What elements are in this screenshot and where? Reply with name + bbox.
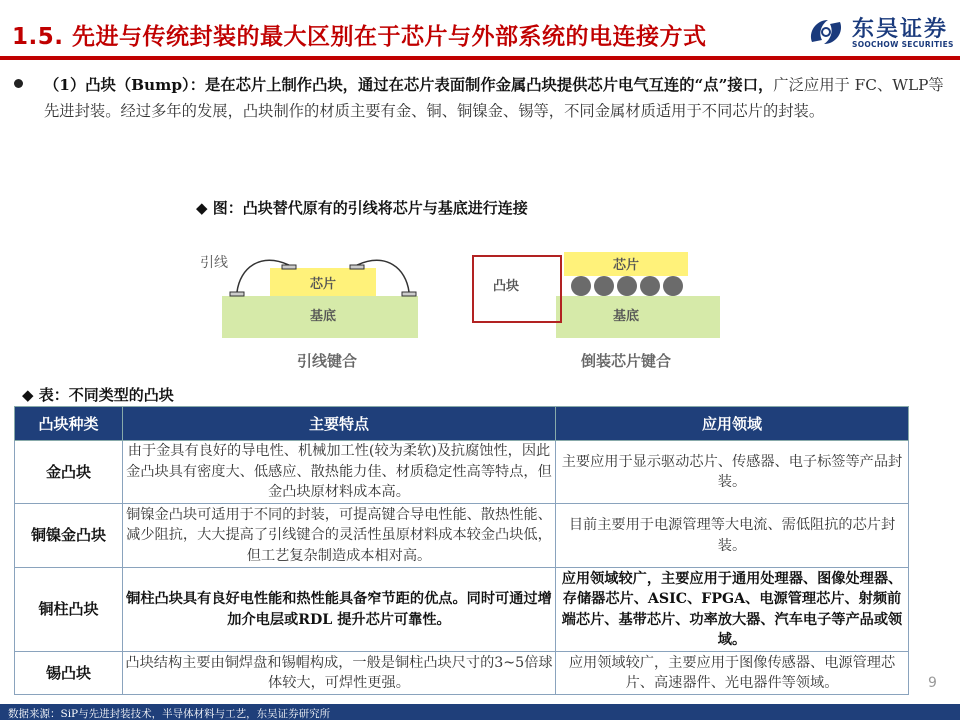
- bump-features: 凸块结构主要由铜焊盘和锡帽构成，一般是铜柱凸块尺寸的3~5倍球体较大，可焊性更强。: [123, 652, 556, 695]
- table-row: [15, 652, 909, 695]
- bump-application: 应用领域较广，主要应用于通用处理器、图像处理器、存储器芯片、ASIC、FPGA、电源管理芯片、射频前端芯片、基带芯片、功率放大器、汽车电子等产品或领域。: [556, 568, 909, 652]
- flip-chip-title: 倒装芯片键合: [580, 352, 672, 370]
- bonding-diagram: [190, 228, 770, 378]
- header-kind: 凸块种类: [15, 407, 123, 441]
- intro-lead: （1）凸块（Bump）：是在芯片上制作凸块，通过在芯片表面制作金属凸块提供芯片电气互连的“点”接口，: [44, 76, 774, 94]
- bump-application: 应用领域较广，主要应用于图像传感器、电源管理芯片、高速器件、光电器件等领域。: [556, 652, 909, 695]
- bump-application: 目前主要用于电源管理等大电流、需低阻抗的芯片封装。: [556, 504, 909, 568]
- page-number: 9: [928, 675, 937, 691]
- slide-title: 1.5. 先进与传统封装的最大区别在于芯片与外部系统的电连接方式: [12, 24, 707, 50]
- bump-kind: 铜镍金凸块: [15, 504, 123, 568]
- right-chip-label: 芯片: [612, 258, 640, 273]
- header-application: 应用领域: [556, 407, 909, 441]
- table-row: [15, 504, 909, 568]
- source-footer: [0, 704, 960, 720]
- wire-bonding-diagram: [200, 254, 418, 370]
- logo-name-en: SOOCHOW SECURITIES: [852, 40, 954, 49]
- bump-balls: [571, 276, 683, 296]
- title-underline: [0, 56, 960, 60]
- bump-application: 主要应用于显示驱动芯片、传感器、电子标签等产品封装。: [556, 441, 909, 504]
- source-note: 数据来源：SiP与先进封装技术，半导体材料与工艺，东吴证券研究所: [8, 708, 331, 720]
- bump-types-table: [14, 406, 909, 695]
- table-row: [15, 441, 909, 504]
- soochow-logo-icon: [806, 14, 846, 50]
- right-substrate-label: 基底: [612, 309, 640, 324]
- table-caption: ◆ 表：不同类型的凸块: [22, 386, 174, 404]
- intro-rest: 广泛应用于 FC、WLP等先进封装。经过多年的发展，凸块制作的材质主要有金、铜、铜镍金、锡等，不同金属材质适用于不同芯片的封装。: [44, 76, 944, 120]
- left-substrate-label: 基底: [309, 309, 337, 324]
- intro-paragraph: [44, 72, 944, 124]
- bump-features: 由于金具有良好的导电性、机械加工性(较为柔软)及抗腐蚀性，因此金凸块具有密度大、低感应、散热能力佳、材质稳定性高等特点，但金凸块原材料成本高。: [123, 441, 556, 504]
- wire-bonding-title: 引线键合: [296, 352, 358, 370]
- table-header-row: [15, 407, 909, 441]
- bump-features: 铜镍金凸块可适用于不同的封装，可提高键合导电性能、散热性能、减少阻抗，大大提高了引线键合的灵活性虽原材料成本较金凸块低，但工艺复杂制造成本相对高。: [123, 504, 556, 568]
- table-row: [15, 568, 909, 652]
- bump-kind: 铜柱凸块: [15, 568, 123, 652]
- header-features: 主要特点: [123, 407, 556, 441]
- bump-features: 铜柱凸块具有良好电性能和热性能具备窄节距的优点。同时可通过增加介电层或RDL 提升芯片可靠性。: [123, 568, 556, 652]
- left-chip-label: 芯片: [309, 277, 337, 292]
- company-logo: [806, 10, 956, 54]
- slide-header: [0, 0, 960, 62]
- logo-name-cn: 东吴证券: [852, 17, 949, 42]
- bullet-icon: [14, 79, 23, 88]
- bump-label: 凸块: [492, 279, 520, 294]
- wire-label: 引线: [200, 255, 228, 271]
- bump-kind: 金凸块: [15, 441, 123, 504]
- bump-kind: 锡凸块: [15, 652, 123, 695]
- figure-caption: ◆ 图：凸块替代原有的引线将芯片与基底进行连接: [196, 199, 528, 217]
- flip-chip-diagram: [473, 252, 720, 370]
